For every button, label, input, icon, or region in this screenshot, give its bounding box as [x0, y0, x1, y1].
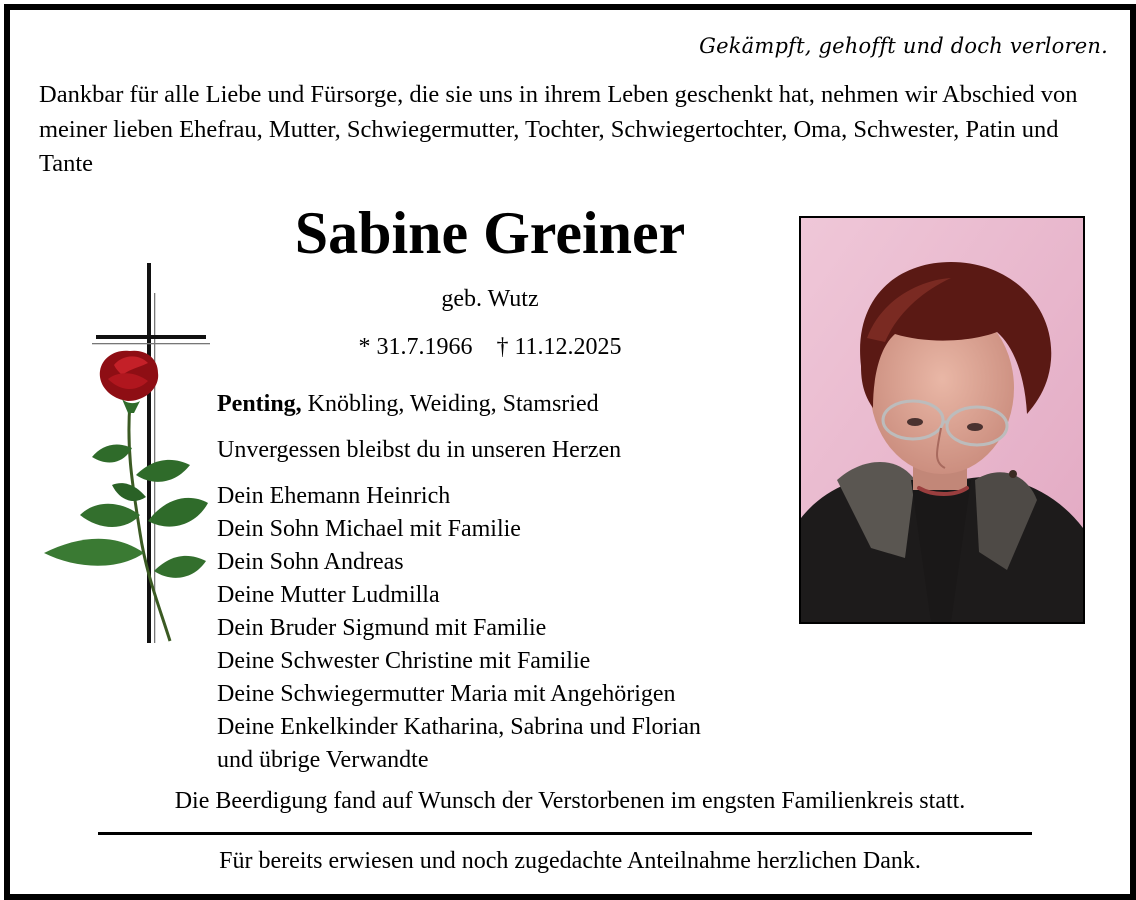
remembrance-line: Unvergessen bleibst du in unseren Herzen — [217, 437, 622, 463]
maiden-name: geb. Wutz — [441, 286, 539, 312]
birth-date: * 31.7.1966 — [358, 334, 473, 360]
list-item: Deine Enkelkinder Katharina, Sabrina und Florian — [217, 714, 701, 740]
list-item: Deine Schwiegermutter Maria mit Angehörigen — [217, 681, 676, 707]
places — [217, 391, 599, 418]
deceased-name: Sabine Greiner — [294, 200, 686, 266]
funeral-note: Die Beerdigung fand auf Wunsch der Verstorbenen im engsten Familienkreis statt. — [174, 788, 966, 814]
list-item: und übrige Verwandte — [217, 747, 429, 773]
places-rest: Knöbling, Weiding, Stamsried — [301, 391, 599, 417]
list-item: Dein Sohn Andreas — [217, 549, 404, 575]
list-item: Deine Mutter Ludmilla — [217, 582, 440, 608]
death-date: † 11.12.2025 — [496, 334, 622, 360]
obituary-notice — [4, 4, 1136, 900]
divider — [98, 832, 1032, 835]
list-item: Dein Bruder Sigmund mit Familie — [217, 615, 547, 641]
list-item: Dein Ehemann Heinrich — [217, 483, 451, 509]
thanks-note: Für bereits erwiesen und noch zugedachte Anteilnahme herzlichen Dank. — [219, 848, 921, 874]
life-dates — [210, 334, 770, 361]
cross-rose-icon — [30, 253, 210, 653]
intro-text: Dankbar für alle Liebe und Fürsorge, die sie uns in ihrem Leben geschenkt hat, nehmen wir Abschied von meiner lieben Ehefrau, Mutter, Schwiegermutter, Tochter, Schwiegertochter, Oma, Schwester, Patin und Tante — [39, 81, 1078, 177]
motto: Gekämpft, gehofft und doch verloren. — [699, 34, 1108, 58]
rose-icon — [44, 351, 208, 641]
list-item: Deine Schwester Christine mit Familie — [217, 648, 591, 674]
place-main: Penting, — [217, 391, 302, 417]
mourners-list — [217, 480, 701, 777]
portrait-photo — [799, 216, 1085, 624]
portrait-image — [801, 218, 1083, 622]
list-item: Dein Sohn Michael mit Familie — [217, 516, 521, 542]
